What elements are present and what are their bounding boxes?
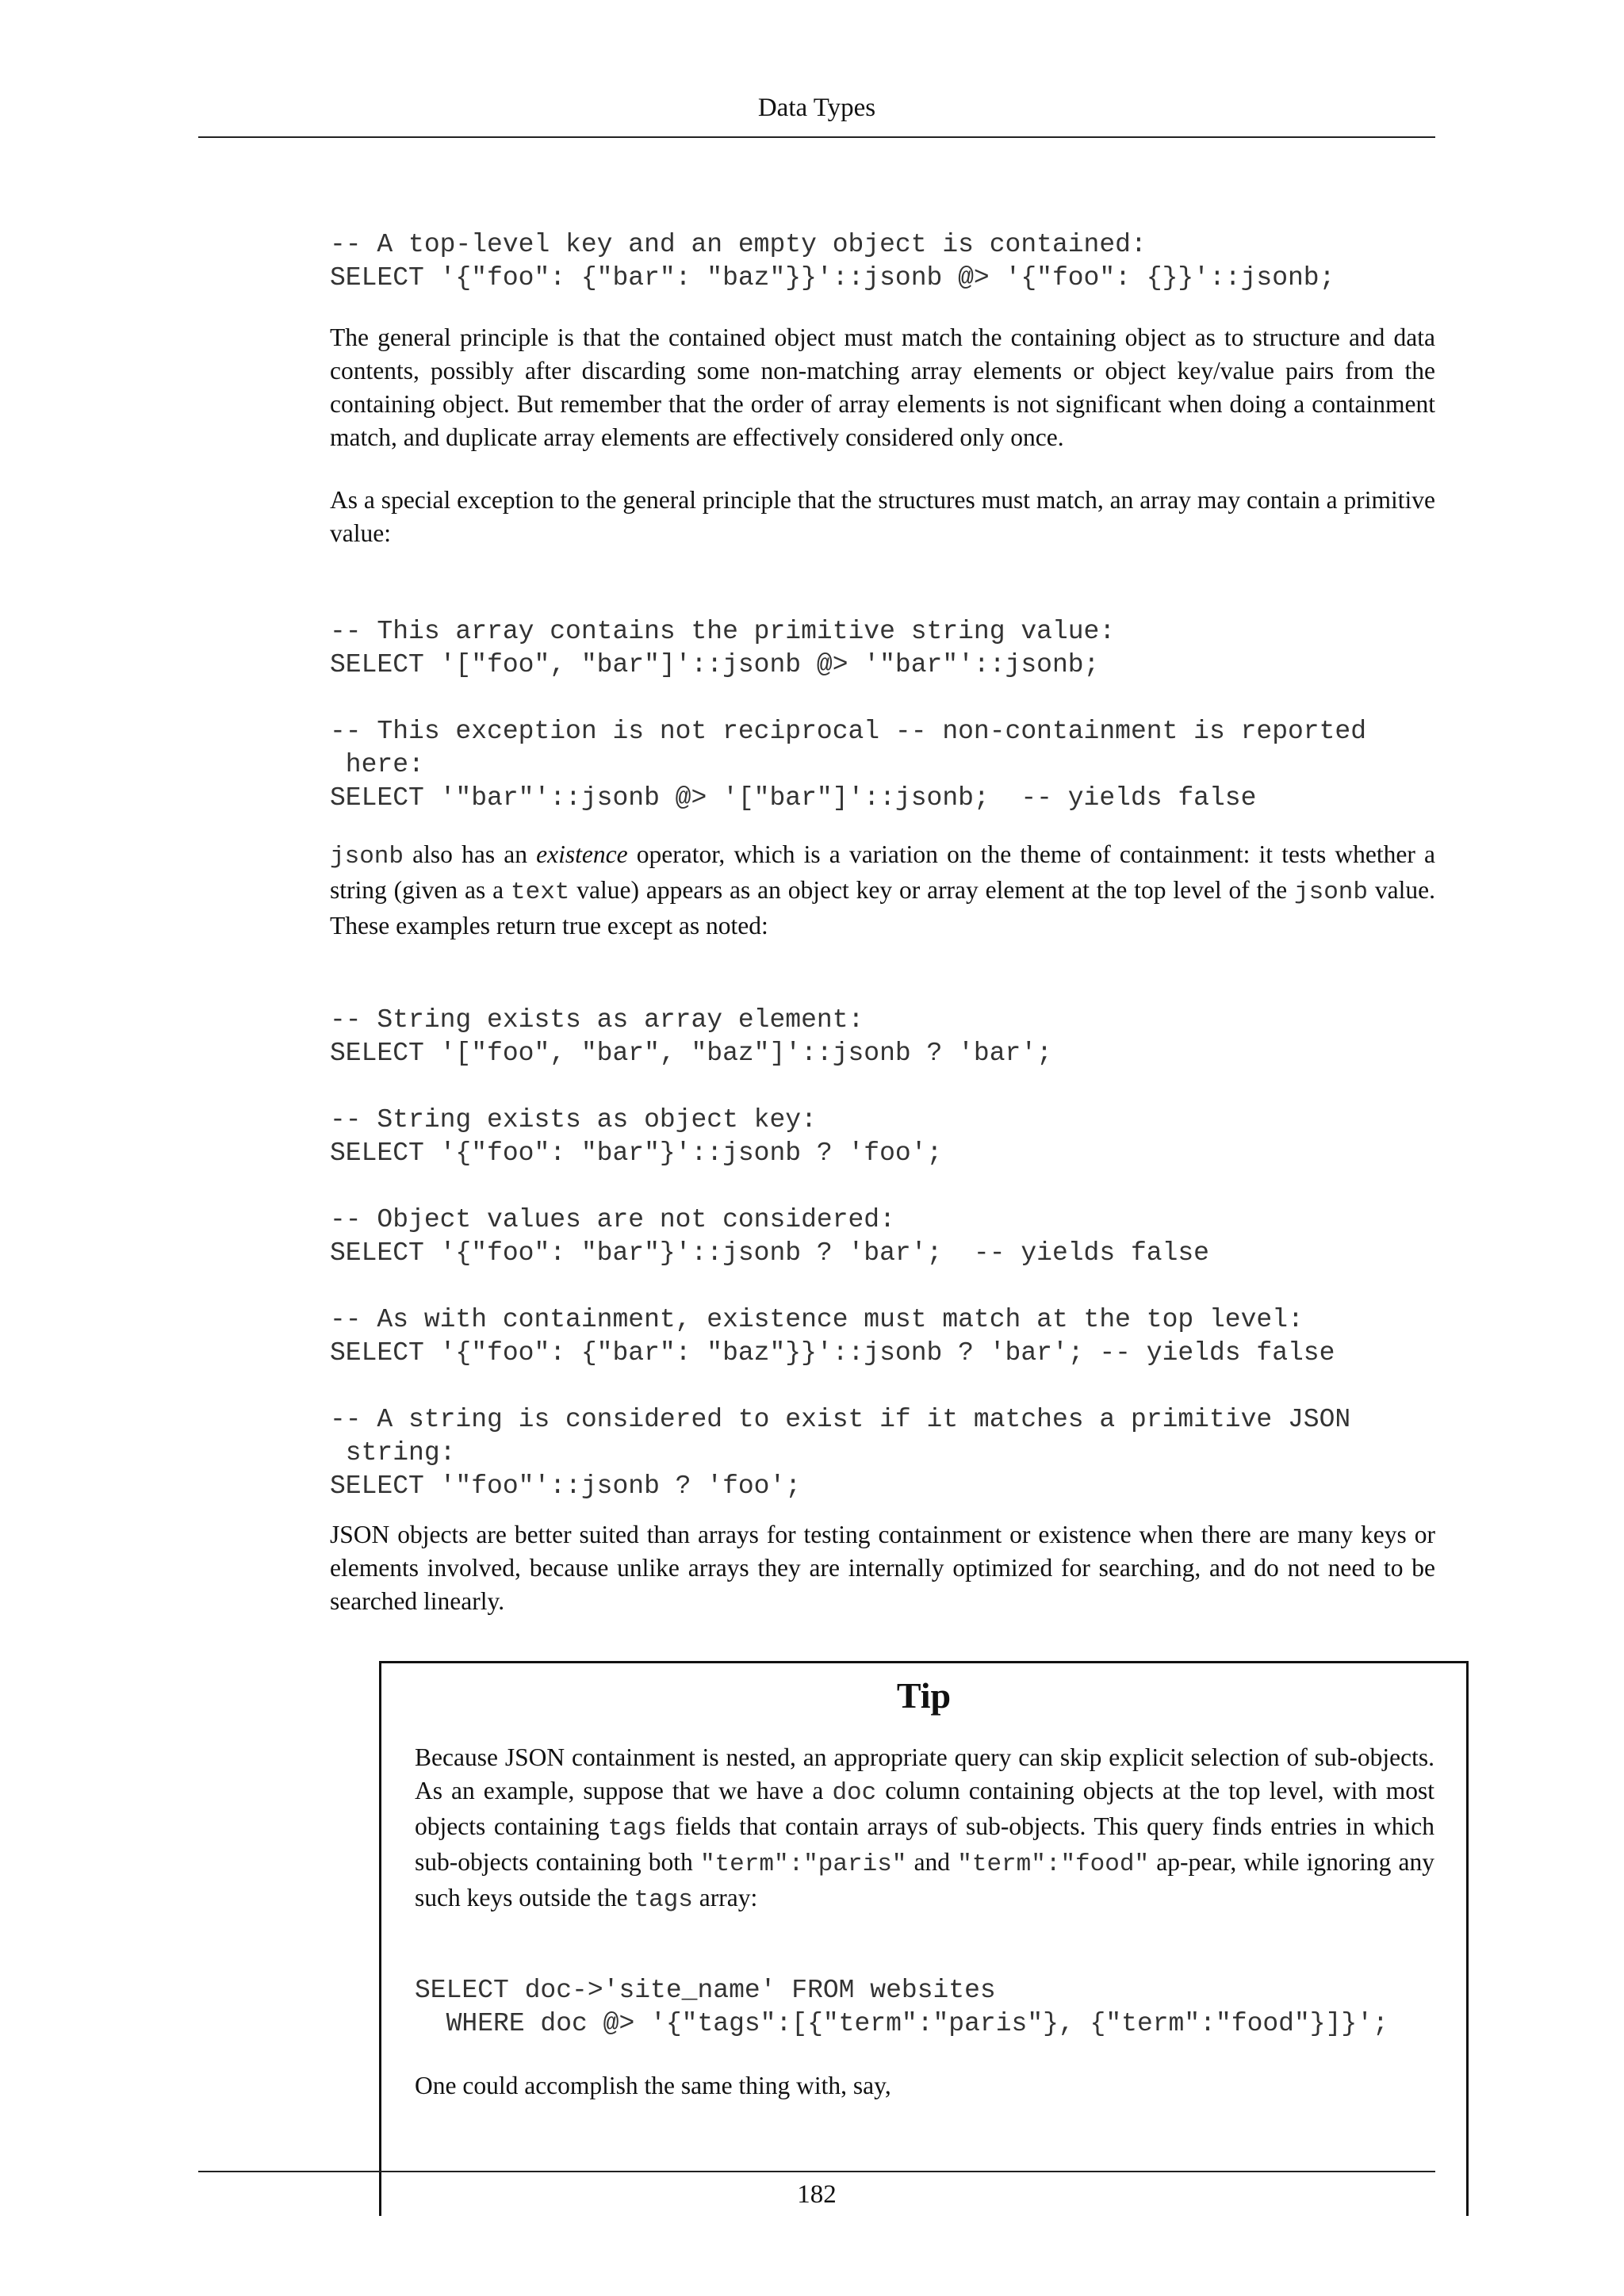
inline-code: tags <box>634 1886 693 1914</box>
header-rule <box>198 136 1435 138</box>
inline-code: text <box>511 878 570 906</box>
code-block-existence-examples: -- String exists as array element: SELECT '["foo", "bar", "baz"]'::jsonb ? 'bar'; -- String exists as object key: SELECT '{"foo": "bar"}'::jsonb ? 'foo'; -- Object values are not considered: SELECT '{"foo": "bar"}'::jsonb ? 'bar'; -- yields false -- As with containment, existence must match at the top level: SELECT '{"foo": {"bar": "baz"}}'::jsonb ? 'bar'; -- yields false -- A string is considered to exist if it matches a primitive JSON string: SELECT '"foo"'::jsonb ? 'foo'; <box>330 1005 1351 1501</box>
tip-paragraph: Because JSON containment is nested, an appropriate query can skip explicit selection of sub-objects. As an example, suppose that we have a doc column containing objects at the top level, with most objects containing tags fields that contain arrays of sub-objects. This query finds entries in which sub-objects containing both "term":"paris" and "term":"food" ap-pear, while ignoring any such keys outside the tags array: <box>415 1743 1434 1914</box>
paragraph-existence-operator: jsonb also has an existence operator, which is a variation on the theme of containment: it tests whether a string (given as a text value) appears as an object key or array element at the top level of the jsonb value. These examples return true except as noted: <box>330 840 1435 939</box>
tip-title: Tip <box>896 1675 952 1716</box>
emphasis: existence <box>536 840 628 868</box>
paragraph-general-principle: The general principle is that the contained object must match the containing object as to structure and data contents, possibly after discarding some non-matching array elements or object key/value pairs from the containing object. But remember that the order of array elements is not significant when doing a containment match, and duplicate array elements are effectively considered only once. <box>330 323 1435 451</box>
inline-code: "term":"paris" <box>699 1850 907 1878</box>
paragraph-special-exception: As a special exception to the general principle that the structures must match, an array may contain a primitive value: <box>330 486 1435 547</box>
footer-rule <box>198 2171 1435 2172</box>
page-number: 182 <box>797 2180 837 2209</box>
code-block-containment-empty-object: -- A top-level key and an empty object is contained: SELECT '{"foo": {"bar": "baz"}}'::jsonb @> '{"foo": {}}'::jsonb; <box>330 230 1335 293</box>
inline-code: "term":"food" <box>957 1850 1150 1878</box>
inline-code: jsonb <box>330 843 404 871</box>
inline-code: tags <box>607 1815 667 1843</box>
inline-code: doc <box>832 1779 877 1807</box>
tip-code-block: SELECT doc->'site_name' FROM websites WHERE doc @> '{"tags":[{"term":"paris"}, {"term":"food"}]}'; <box>415 1976 1388 2038</box>
tip-paragraph-continued: One could accomplish the same thing with, say, <box>415 2072 891 2099</box>
running-header: Data Types <box>757 94 876 122</box>
paragraph-json-objects-better: JSON objects are better suited than arrays for testing containment or existence when there are many keys or elements involved, because unlike arrays they are internally optimized for searching, and do not need to be searched linearly. <box>330 1521 1435 1615</box>
inline-code: jsonb <box>1294 878 1369 906</box>
code-block-primitive-containment: -- This array contains the primitive string value: SELECT '["foo", "bar"]'::jsonb @> '"bar"'::jsonb; -- This exception is not reciprocal -- non-containment is reported here: SELECT '"bar"'::jsonb @> '["bar"]'::jsonb; -- yields false <box>330 617 1367 813</box>
